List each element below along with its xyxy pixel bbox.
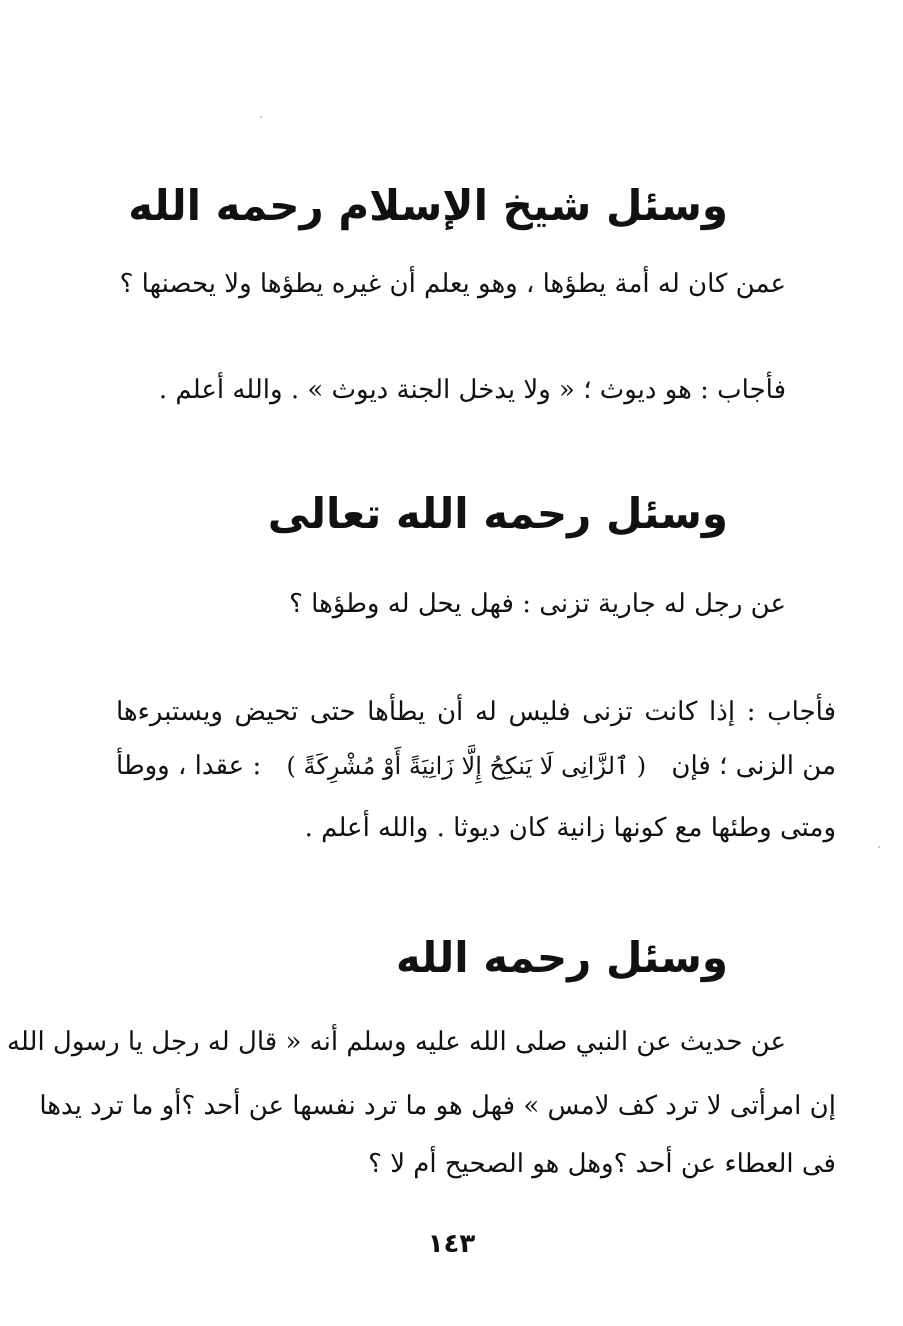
section-2-answer-line-3: ومتى وطئها مع كونها زانية كان ديوثا . والله أعلم . <box>304 813 836 843</box>
quran-verse: ( ٱلزَّانِى لَا يَنكِحُ إِلَّا زَانِيَةً أَوْ مُشْرِكَةً ) <box>286 752 647 780</box>
section-1-answer-line-1: فأجاب : هو ديوث ؛ « ولا يدخل الجنة ديوث » . والله أعلم . <box>158 375 786 405</box>
scan-speck <box>260 116 262 118</box>
answer-line-2-end: : عقدا ، ووطأ <box>116 751 262 781</box>
section-2-question-line-1: عن رجل له جارية تزنى : فهل يحل له وطؤها ؟ <box>289 589 786 619</box>
section-2-heading: وسئل رحمه الله تعالى <box>267 489 728 538</box>
section-3-heading: وسئل رحمه الله <box>395 933 728 982</box>
section-2-answer-line-1: فأجاب : إذا كانت تزنى فليس له أن يطأها حتى تحيض ويستبرءها <box>116 697 836 727</box>
answer-line-2-start: من الزنى ؛ فإن <box>671 751 836 781</box>
page-number: ١٤٣ <box>427 1229 476 1259</box>
scan-speck <box>878 846 880 848</box>
section-1-heading: وسئل شيخ الإسلام رحمه الله <box>128 181 728 230</box>
section-3-question-line-3: فى العطاء عن أحد ؟وهل هو الصحيح أم لا ؟ <box>368 1149 836 1179</box>
section-2-answer-line-2 <box>116 744 836 788</box>
section-3-question-line-1: عن حديث عن النبي صلى الله عليه وسلم أنه « قال له رجل يا رسول الله <box>6 1027 786 1057</box>
section-1-question-line-1: عمن كان له أمة يطؤها ، وهو يعلم أن غيره يطؤها ولا يحصنها ؟ <box>119 269 786 299</box>
section-3-question-line-2: إن امرأتى لا ترد كف لامس » فهل هو ما ترد نفسها عن أحد ؟أو ما ترد يدها <box>39 1091 836 1121</box>
